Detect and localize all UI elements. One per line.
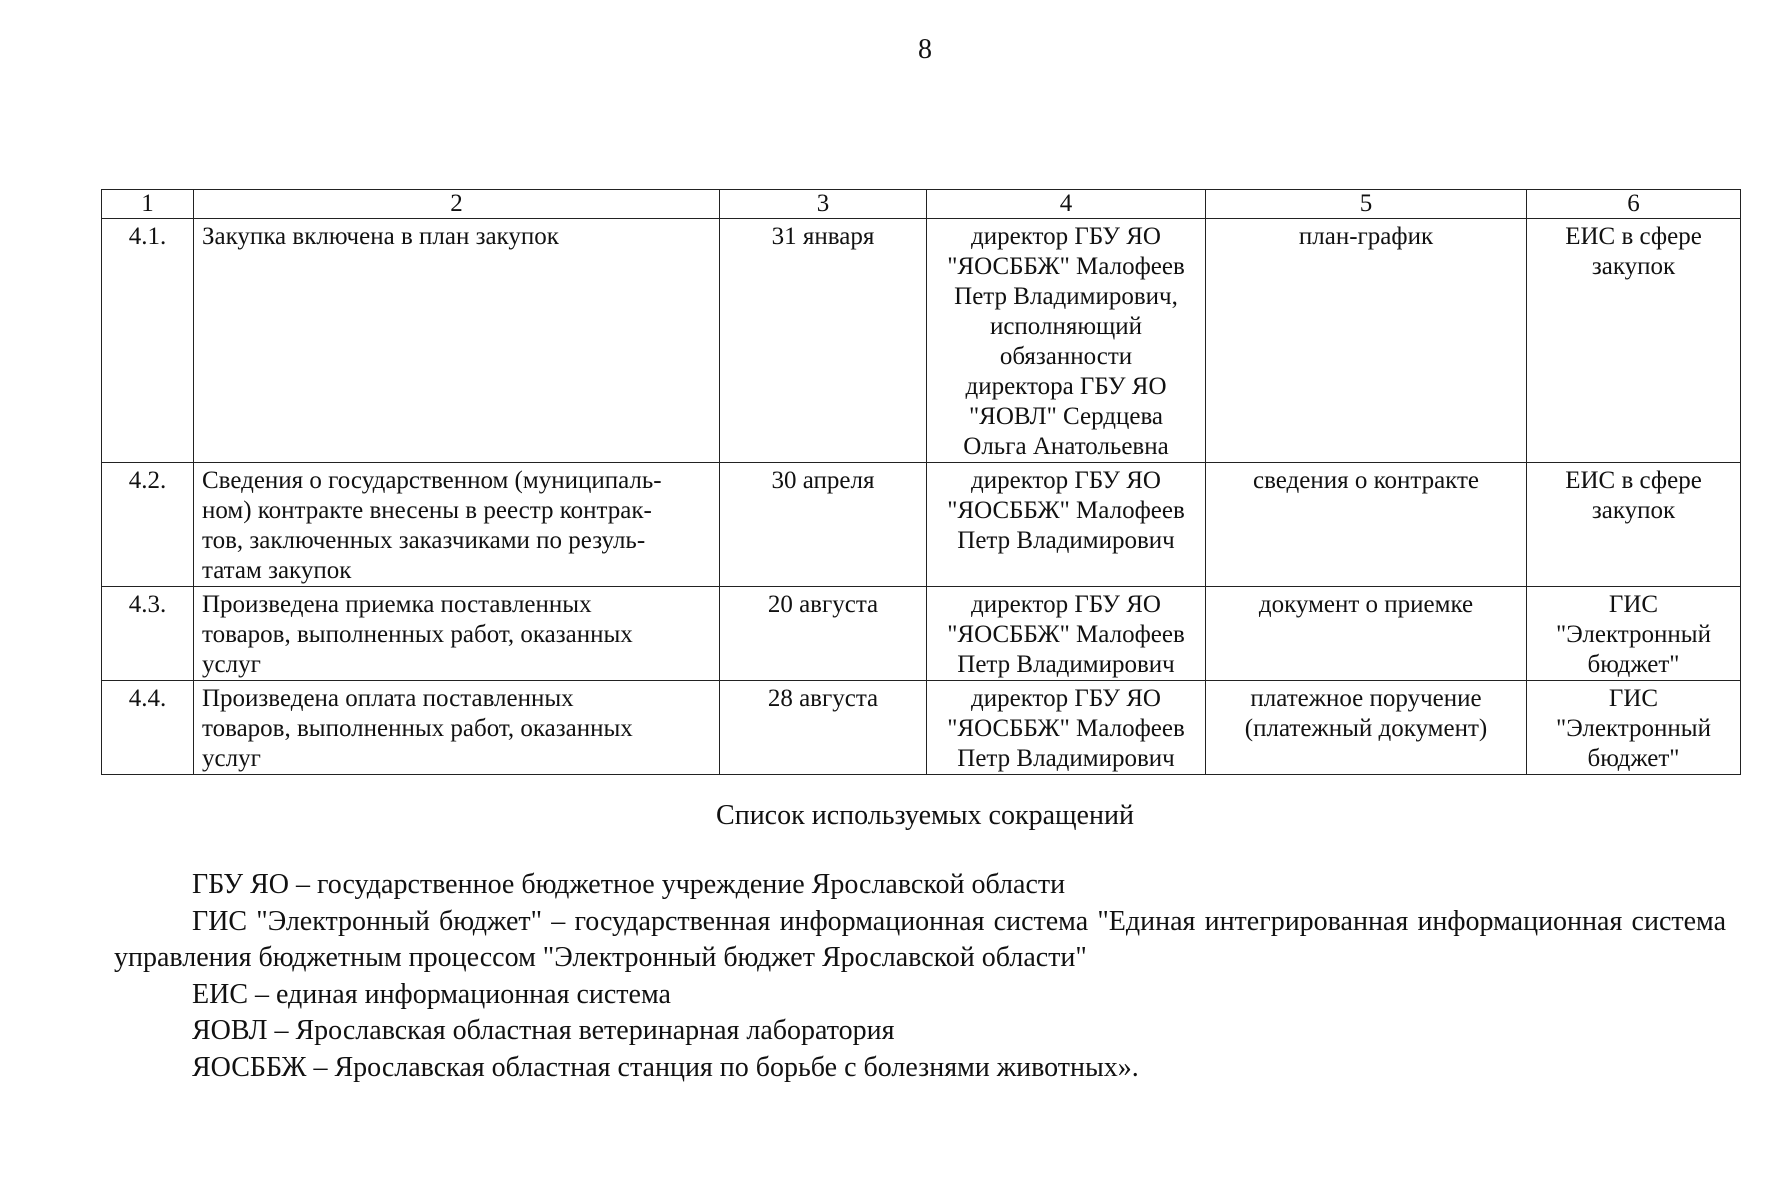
column-header: 1 <box>102 190 194 219</box>
column-header: 2 <box>194 190 720 219</box>
abbreviation-item: ЯОСББЖ – Ярославская областная станция по борьбе с болезнями животных». <box>192 1051 1139 1083</box>
responsible-cell <box>927 463 1206 587</box>
event-line: Сведения о государственном (муниципаль- <box>202 467 662 494</box>
responsible-line: исполняющий <box>989 313 1143 340</box>
date-cell: 20 августа <box>720 587 927 681</box>
responsible-line: "ЯОСББЖ" Малофеев <box>947 497 1185 524</box>
event-cell: Закупка включена в план закупок <box>194 219 720 463</box>
event-cell <box>194 681 720 775</box>
system-line: закупок <box>1591 497 1676 524</box>
event-line: тов, заключенных заказчиками по резуль- <box>202 527 646 554</box>
responsible-line: директор ГБУ ЯО <box>971 223 1161 250</box>
system-line: "Электронный <box>1556 621 1711 648</box>
responsible-cell <box>927 219 1206 463</box>
column-header: 3 <box>720 190 927 219</box>
row-number: 4.2. <box>102 463 194 587</box>
event-line: услуг <box>202 651 261 678</box>
table-header-row <box>102 190 1741 219</box>
responsible-line: директор ГБУ ЯО <box>971 467 1161 494</box>
responsible-line: директор ГБУ ЯО <box>971 685 1161 712</box>
system-line: закупок <box>1591 253 1676 280</box>
table-row <box>102 587 1741 681</box>
responsible-line: Петр Владимирович <box>957 527 1175 554</box>
column-header: 4 <box>927 190 1206 219</box>
system-cell <box>1527 219 1741 463</box>
event-cell <box>194 463 720 587</box>
system-line: "Электронный <box>1556 715 1711 742</box>
column-header: 5 <box>1206 190 1527 219</box>
table-row <box>102 463 1741 587</box>
event-line: товаров, выполненных работ, оказанных <box>202 621 633 648</box>
responsible-cell <box>927 587 1206 681</box>
system-cell <box>1527 463 1741 587</box>
responsible-line: Петр Владимирович <box>957 651 1175 678</box>
abbreviations-title: Список используемых сокращений <box>716 800 1134 831</box>
event-line: Произведена приемка поставленных <box>202 591 592 618</box>
system-line: ГИС <box>1608 685 1659 712</box>
abbreviation-item: ГБУ ЯО – государственное бюджетное учреждение Ярославской области <box>192 869 1066 900</box>
responsible-line: директор ГБУ ЯО <box>971 591 1161 618</box>
abbreviation-item: ЯОВЛ – Ярославская областная ветеринарная лаборатория <box>192 1015 895 1046</box>
document-cell: план-график <box>1206 219 1527 463</box>
system-line: ГИС <box>1608 591 1659 618</box>
system-cell <box>1527 587 1741 681</box>
event-cell <box>194 587 720 681</box>
responsible-line: "ЯОСББЖ" Малофеев <box>947 253 1185 280</box>
row-number: 4.4. <box>102 681 194 775</box>
responsible-line: обязанности <box>999 343 1133 370</box>
date-cell: 31 января <box>720 219 927 463</box>
responsible-line: Петр Владимирович <box>957 745 1175 772</box>
system-cell <box>1527 681 1741 775</box>
responsible-line: Петр Владимирович, <box>954 283 1178 310</box>
system-line: бюджет" <box>1587 745 1680 772</box>
responsible-line: директора ГБУ ЯО <box>965 373 1167 400</box>
event-line: татам закупок <box>202 557 352 584</box>
abbreviation-item: ГИС "Электронный бюджет" – государственная информационная система "Единая интегрированная информационная система управления бюджетным процессом "Электронный бюджет Ярославской области" <box>114 905 1726 973</box>
responsible-cell <box>927 681 1206 775</box>
document-line: (платежный документ) <box>1244 715 1488 742</box>
row-number: 4.1. <box>102 219 194 463</box>
system-line: бюджет" <box>1587 651 1680 678</box>
event-line: Произведена оплата поставленных <box>202 685 574 712</box>
responsible-line: "ЯОВЛ" Сердцева <box>968 403 1164 430</box>
document-cell: сведения о контракте <box>1206 463 1527 587</box>
abbreviations-list <box>114 867 1726 1086</box>
system-line: ЕИС в сфере <box>1565 467 1702 494</box>
schedule-table <box>101 189 1741 775</box>
responsible-line: "ЯОСББЖ" Малофеев <box>947 715 1185 742</box>
document-cell: документ о приемке <box>1206 587 1527 681</box>
abbreviation-item: ЕИС – единая информационная система <box>192 978 671 1010</box>
table-row <box>102 219 1741 463</box>
event-line: ном) контракте внесены в реестр контрак- <box>202 497 652 524</box>
responsible-line: Ольга Анатольевна <box>963 433 1169 460</box>
row-number: 4.3. <box>102 587 194 681</box>
system-line: ЕИС в сфере <box>1565 223 1702 250</box>
date-cell: 28 августа <box>720 681 927 775</box>
date-cell: 30 апреля <box>720 463 927 587</box>
table-row <box>102 681 1741 775</box>
page-number: 8 <box>918 34 932 65</box>
column-header: 6 <box>1527 190 1741 219</box>
event-line: услуг <box>202 745 261 772</box>
document-line: платежное поручение <box>1250 685 1482 712</box>
document-cell <box>1206 681 1527 775</box>
event-line: товаров, выполненных работ, оказанных <box>202 715 633 742</box>
responsible-line: "ЯОСББЖ" Малофеев <box>947 621 1185 648</box>
